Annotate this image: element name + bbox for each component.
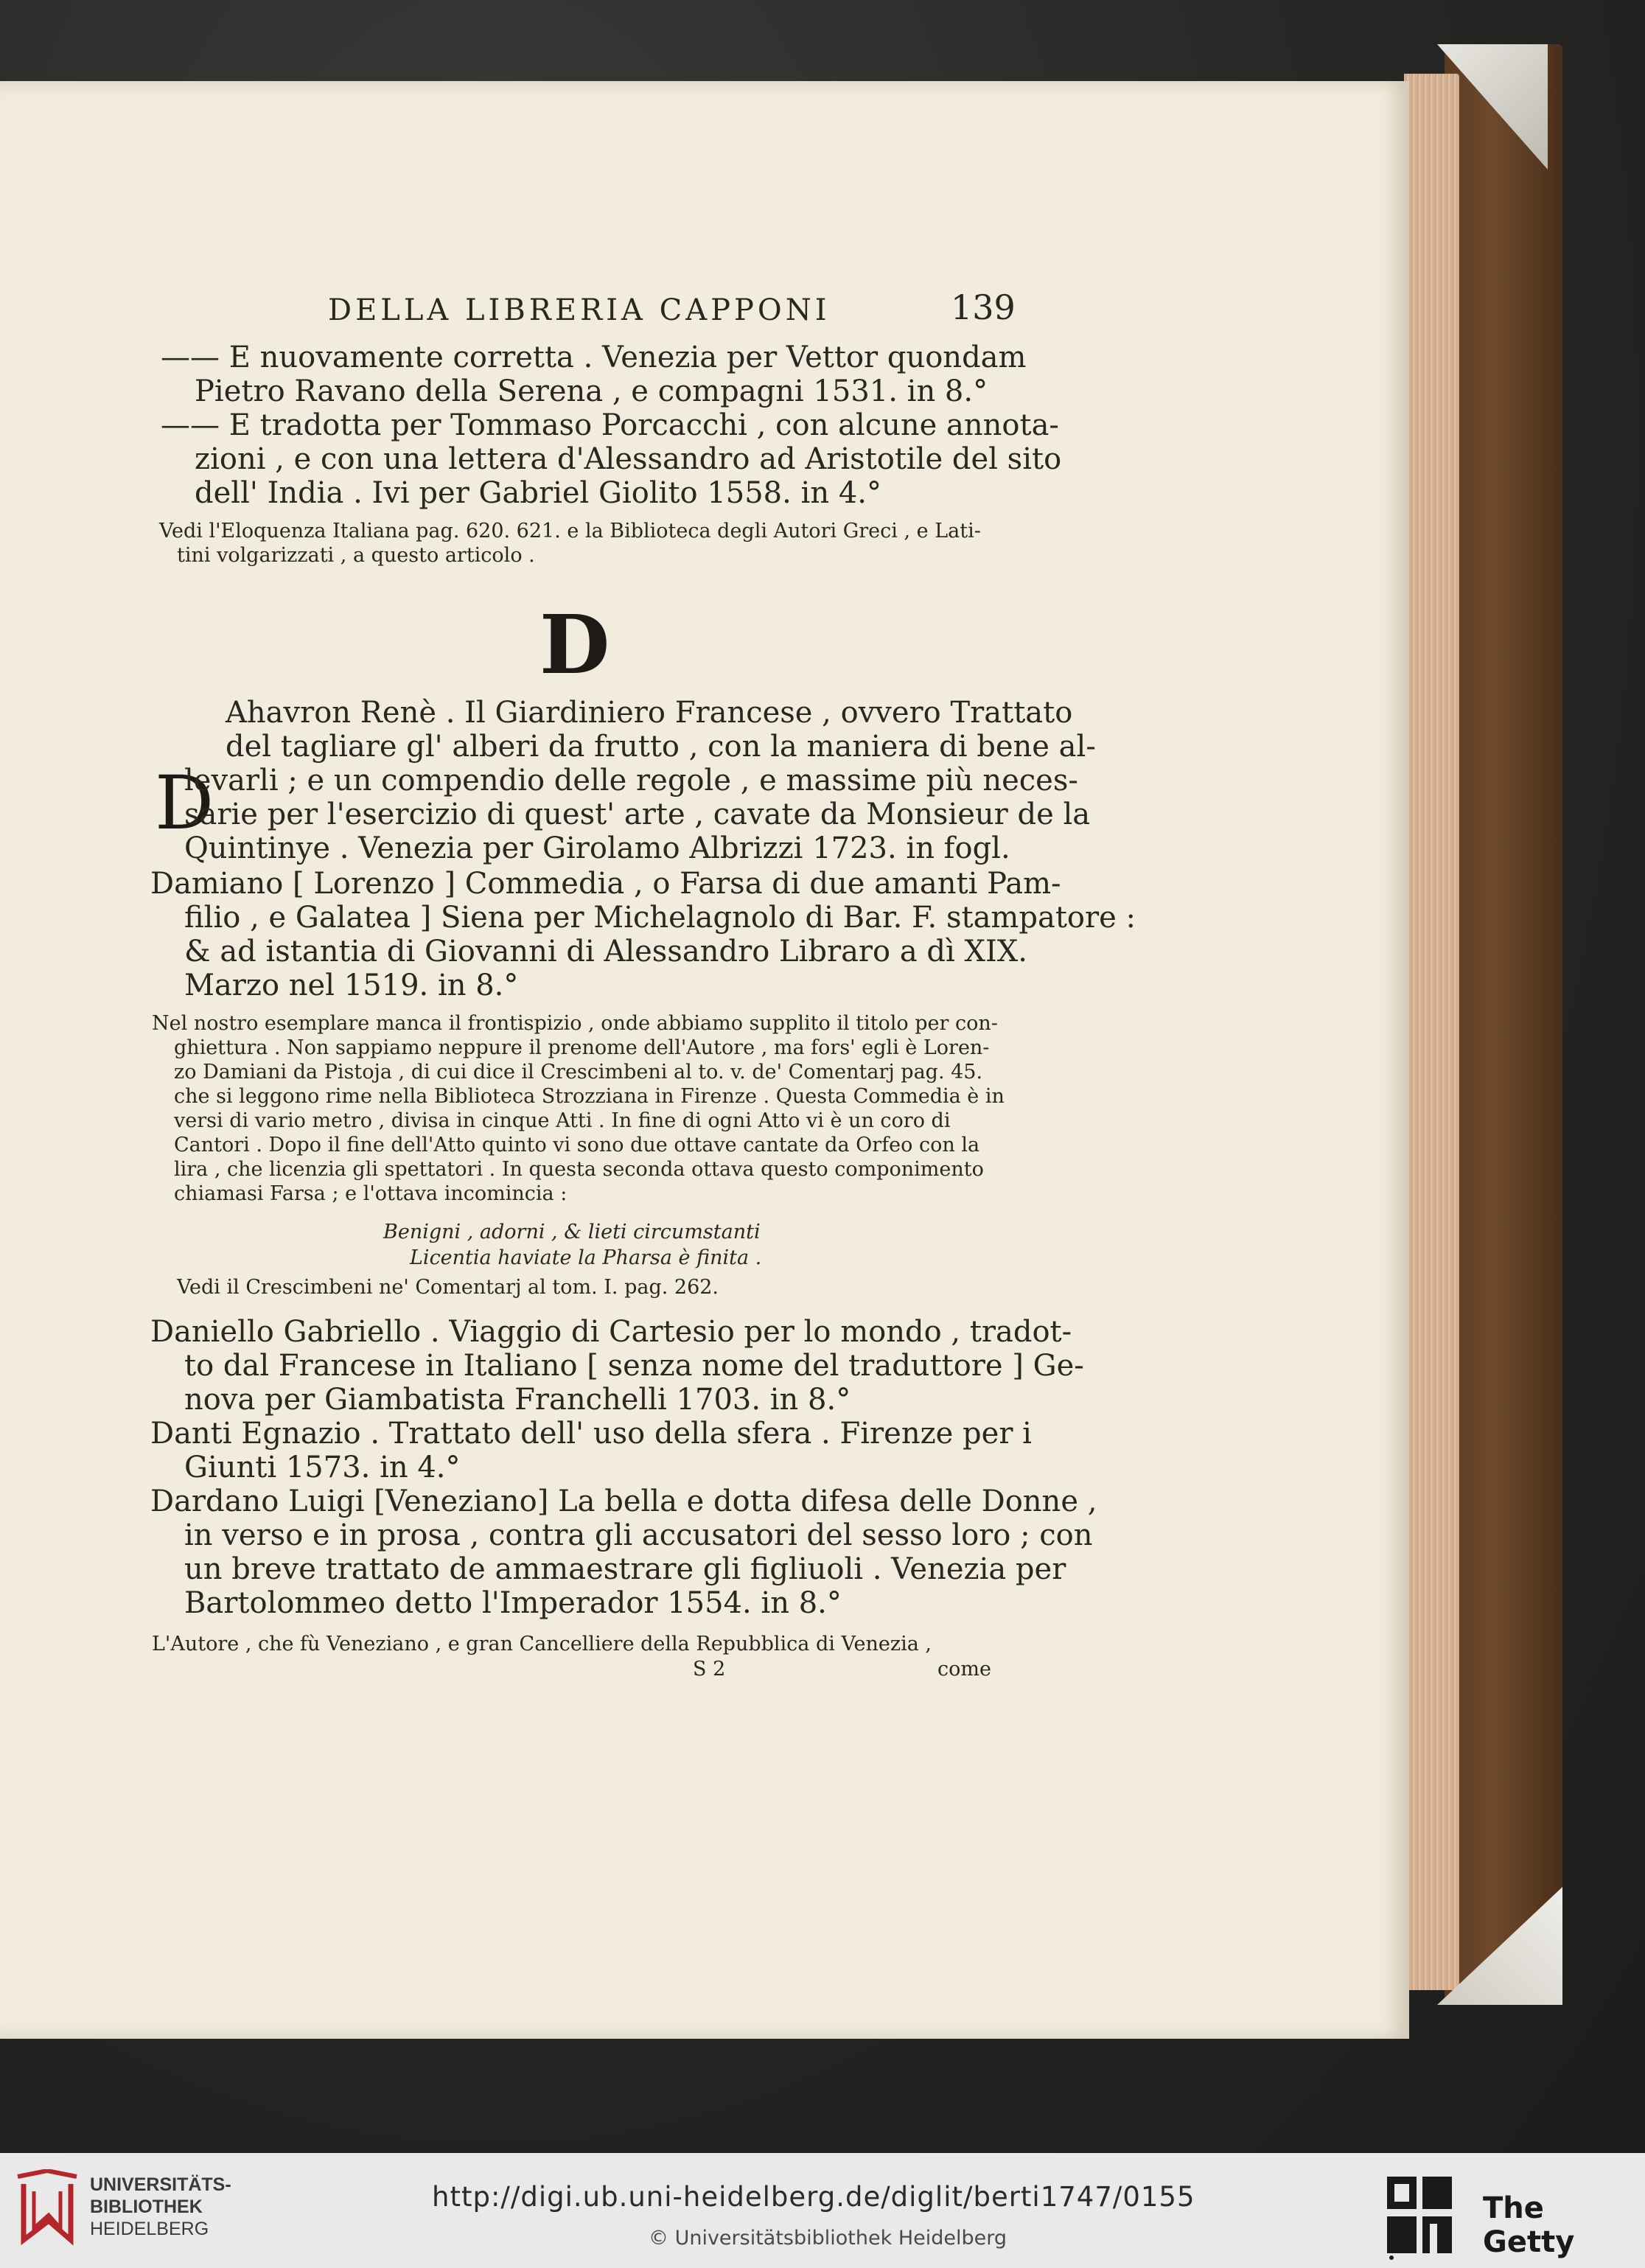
verse-line: Licentia haviate la Pharsa è finita . [410,1246,762,1269]
catchword: come [937,1658,991,1681]
note-line: Nel nostro esemplare manca il frontispizio , onde abbiamo supplito il titolo per con- [152,1012,998,1035]
section-letter: D [539,597,610,692]
note-line: ghiettura . Non sappiamo neppure il prenome dell'Autore , ma fors' egli è Loren- [174,1036,990,1059]
note-line: che si leggono rime nella Biblioteca Strozziana in Firenze . Questa Commedia è in [174,1085,1005,1108]
note-line: Cantori . Dopo il fine dell'Atto quinto vi sono due ottave cantate da Orfeo con la [174,1134,980,1156]
entry-line: zioni , e con una lettera d'Alessandro ad Aristotile del sito [195,442,1062,476]
verse-line: Benigni , adorni , & lieti circumstanti [383,1221,761,1243]
entry-line: Bartolommeo detto l'Imperador 1554. in 8.° [184,1586,842,1620]
drop-capital: D [155,760,214,846]
entry-line: del tagliare gl' alberi da frutto , con la maniera di bene al- [226,730,1096,764]
note-line: tini volgarizzati , a questo articolo . [177,544,535,567]
entry-line: Damiano [ Lorenzo ] Commedia , o Farsa di due amanti Pam- [150,867,1061,901]
entry-line: filio , e Galatea ] Siena per Michelagnolo di Bar. F. stampatore : [184,901,1136,935]
entry-line: —— E tradotta per Tommaso Porcacchi , con alcune annota- [161,408,1059,442]
entry-line: & ad istantia di Giovanni di Alessandro Libraro a dì XIX. [184,935,1027,969]
entry-line: Marzo nel 1519. in 8.° [184,969,519,1002]
entry-line: Pietro Ravano della Serena , e compagni 1531. in 8.° [195,374,988,408]
book-page [0,81,1409,2039]
entry-line: sarie per l'esercizio di quest' arte , cavate da Monsieur de la [184,798,1091,831]
library-name-line: HEIDELBERG [90,2219,209,2239]
library-name-line: BIBLIOTHEK [90,2197,203,2217]
getty-logo-icon [1386,2174,1453,2261]
entry-line: Giunti 1573. in 4.° [184,1451,461,1484]
partner-name: The Getty [1483,2191,1575,2259]
library-name-line: UNIVERSITÄTS- [90,2174,231,2195]
note-line: lira , che licenzia gli spettatori . In questa seconda ottava questo componimento [174,1158,984,1181]
note-line: chiamasi Farsa ; e l'ottava incomincia : [174,1182,567,1205]
entry-line: Daniello Gabriello . Viaggio di Cartesio per lo mondo , tradot- [150,1315,1072,1349]
page-edges [1404,74,1459,1990]
entry-line: Danti Egnazio . Trattato dell' uso della sfera . Firenze per i [150,1417,1032,1451]
note-line: versi di vario metro , divisa in cinque Atti . In fine di ogni Atto vi è un coro di [174,1109,951,1132]
entry-line: —— E nuovamente corretta . Venezia per Vettor quondam [161,341,1027,374]
entry-line: dell' India . Ivi per Gabriel Giolito 1558. in 4.° [195,476,881,510]
viewer-footer [0,2153,1645,2268]
note-line: L'Autore , che fù Veneziano , e gran Cancelliere della Repubblica di Venezia , [152,1633,932,1655]
note-line: Vedi l'Eloquenza Italiana pag. 620. 621. e la Biblioteca degli Autori Greci , e Lati- [159,520,981,542]
note-line: zo Damiani da Pistoja , di cui dice il Crescimbeni al to. v. de' Comentarj pag. 45. [174,1061,983,1084]
page-number: 139 [951,287,1016,327]
entry-line: Ahavron Renè . Il Giardiniero Francese , ovvero Trattato [226,696,1073,730]
permalink-url[interactable]: http://digi.ub.uni-heidelberg.de/diglit/berti1747/0155 [432,2181,1195,2213]
copyright-notice: © Universitätsbibliothek Heidelberg [649,2227,1007,2250]
entry-line: nova per Giambatista Franchelli 1703. in 8.° [184,1383,851,1417]
entry-line: to dal Francese in Italiano [ senza nome del traduttore ] Ge- [184,1349,1084,1383]
library-name [90,2174,231,2240]
signature-mark: S 2 [693,1658,726,1681]
note-line: Vedi il Crescimbeni ne' Comentarj al tom. I. pag. 262. [177,1276,719,1299]
entry-line: Quintinye . Venezia per Girolamo Albrizzi 1723. in fogl. [184,831,1010,865]
running-head: DELLA LIBRERIA CAPPONI [328,293,831,327]
book-cover [1445,44,1562,2005]
ub-heidelberg-logo-icon [16,2169,78,2249]
entry-line: Dardano Luigi [Veneziano] La bella e dotta difesa delle Donne , [150,1484,1097,1518]
entry-line: un breve trattato de ammaestrare gli figliuoli . Venezia per [184,1552,1066,1586]
entry-line: in verso e in prosa , contra gli accusatori del sesso loro ; con [184,1518,1093,1552]
entry-line: levarli ; e un compendio delle regole , e massime più neces- [184,764,1078,798]
